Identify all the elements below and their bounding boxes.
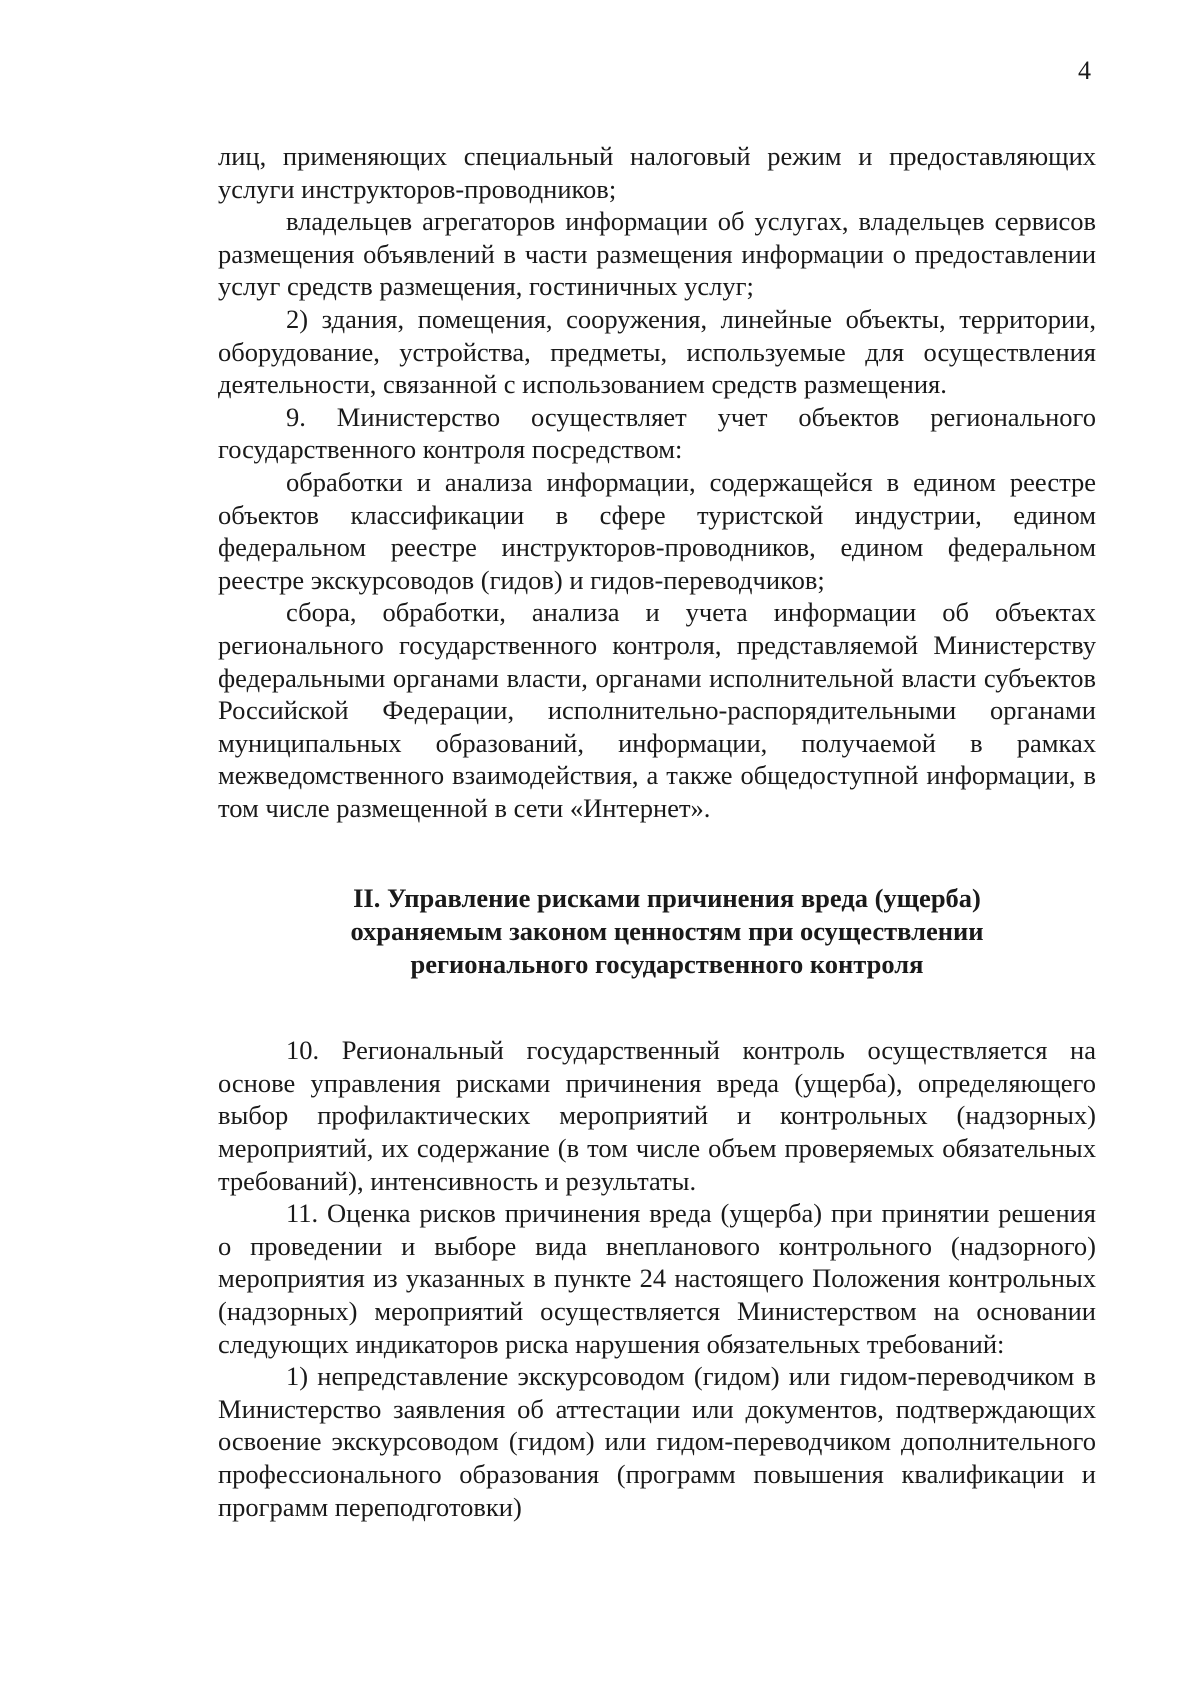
document-body — [218, 140, 1096, 1523]
paragraph: 10. Региональный государственный контроль осуществляется на основе управления рисками причинения вреда (ущерба), определяющего выбор профилактических мероприятий и контрольных (надзорных) мероприятий, их содержание (в том числе объем проверяемых обязательных требований), интенсивность и результаты. — [218, 1035, 1096, 1196]
section-heading — [218, 882, 1096, 980]
section-heading-line: регионального государственного контроля — [410, 948, 924, 979]
paragraph: сбора, обработки, анализа и учета информации об объектах регионального государственного контроля, представляемой Министерству федеральными органами власти, органами исполнительной власти субъектов Российской Федерации, исполнительно-распорядительными органами муниципальных образований, информации, получаемой в рамках межведомственного взаимодействия, а также общедоступной информации, в том числе размещенной в сети «Интернет». — [218, 597, 1096, 823]
section-heading-line: охраняемым законом ценностям при осуществлении — [350, 916, 984, 947]
paragraph: 11. Оценка рисков причинения вреда (ущерба) при принятии решения о проведении и выборе вида внепланового контрольного (надзорного) мероприятия из указанных в пункте 24 настоящего Положения контрольных (надзорных) мероприятий осуществляется Министерством на основании следующих индикаторов риска нарушения обязательных требований: — [218, 1198, 1096, 1359]
paragraph: лиц, применяющих специальный налоговый режим и предоставляющих услуги инструкторов-проводников; — [218, 141, 1096, 204]
paragraph: 9. Министерство осуществляет учет объектов регионального государственного контроля посредством: — [218, 401, 1096, 465]
paragraph: 1) непредставление экскурсоводом (гидом) или гидом-переводчиком в Министерство заявления об аттестации или документов, подтверждающих освоение экскурсоводом (гидом) или гидом-переводчиком дополнительного профессионального образования (программ повышения квалификации и программ переподготовки) — [218, 1361, 1096, 1522]
page-number: 4 — [1078, 56, 1091, 85]
paragraph: обработки и анализа информации, содержащейся в едином реестре объектов классификации в сфере туристской индустрии, едином федеральном реестре инструкторов-проводников, едином федеральном реестре экскурсоводов (гидов) и гидов-переводчиков; — [218, 466, 1096, 595]
section-heading-line: II. Управление рисками причинения вреда (ущерба) — [353, 883, 981, 914]
paragraph: владельцев агрегаторов информации об услугах, владельцев сервисов размещения объявлений в части размещения информации о предоставлении услуг средств размещения, гостиничных услуг; — [218, 206, 1096, 302]
paragraph: 2) здания, помещения, сооружения, линейные объекты, территории, оборудование, устройства, предметы, используемые для осуществления деятельности, связанной с использованием средств размещения. — [218, 303, 1096, 400]
